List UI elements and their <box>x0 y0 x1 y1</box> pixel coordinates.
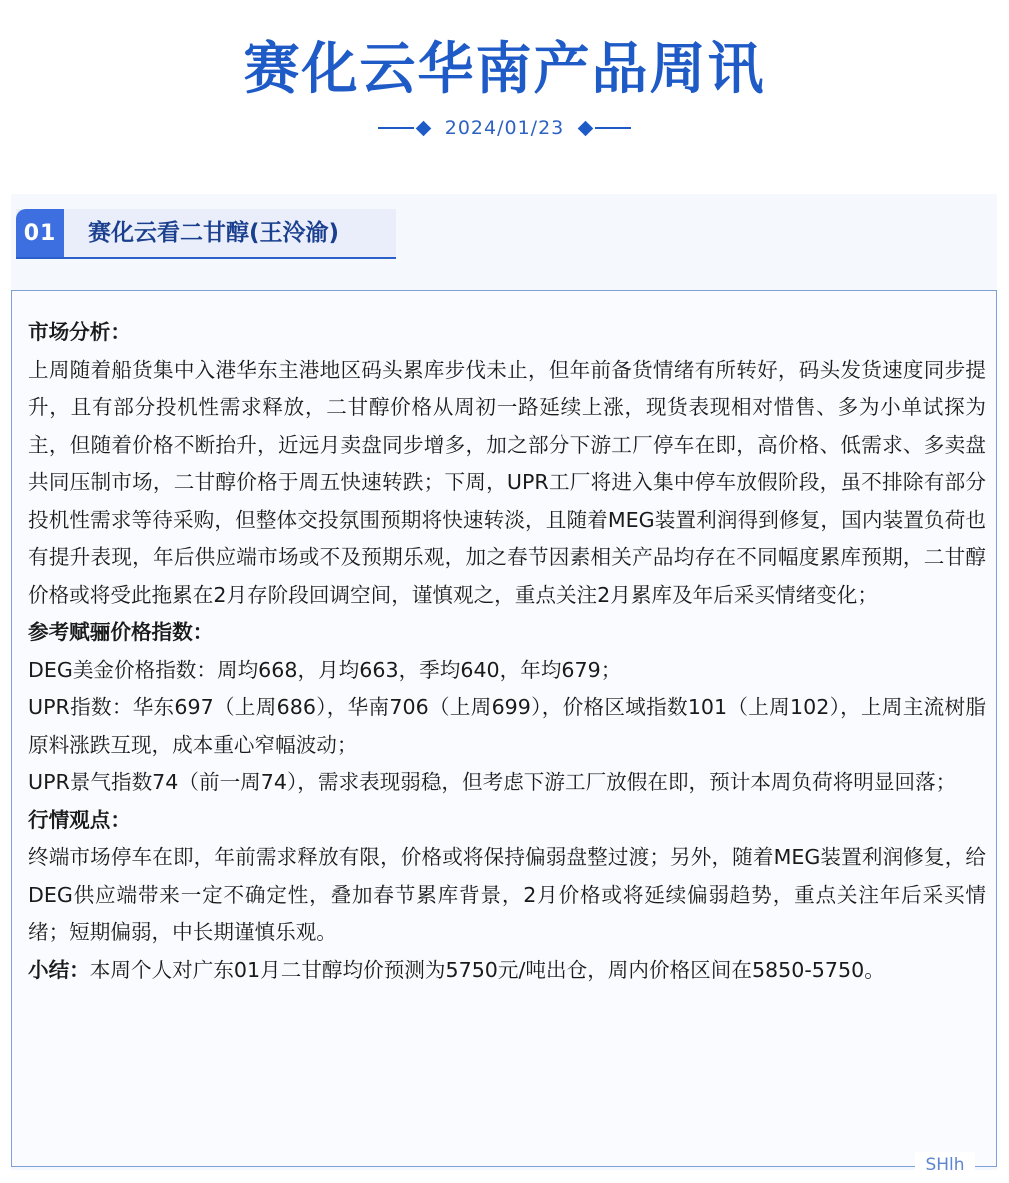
section-title: 赛化云看二甘醇(王泠渝) <box>88 220 340 246</box>
page-title: 赛化云华南产品周讯 <box>243 37 766 102</box>
deg-index-text: DEG美金价格指数：周均668，月均663，季均640，年均679； <box>28 657 622 682</box>
section-header <box>16 209 396 259</box>
market-view-heading: 行情观点： <box>28 807 131 832</box>
summary-label: 小结： <box>28 957 90 982</box>
date-row <box>0 114 1009 142</box>
section-number-badge: 01 <box>16 209 64 257</box>
diamond-icon <box>578 120 594 136</box>
watermark-logo: SHlh <box>915 1152 975 1178</box>
publish-date: 2024/01/23 <box>444 117 565 139</box>
diamond-icon <box>415 120 431 136</box>
market-analysis-text: 上周随着船货集中入港华东主港地区码头累库步伐未止，但年前备货情绪有所转好，码头发货速度同步提升，且有部分投机性需求释放，二甘醇价格从周初一路延续上涨，现货表现相对惜售、多为小单试探为主，但随着价格不断抬升，近远月卖盘同步增多，加之部分下游工厂停车在即，高价格、低需求、多卖盘共同压制市场，二甘醇价格于周五快速转跌；下周，UPR工厂将进入集中停车放假阶段，虽不排除有部分投机性需求等待采购，但整体交投氛围预期将快速转淡，且随着MEG装置利润得到修复，国内装置负荷也有提升表现，年后供应端市场或不及预期乐观，加之春节因素相关产品均存在不同幅度累库预期，二甘醇价格或将受此拖累在2月存阶段回调空间，谨慎观之，重点关注2月累库及年后采买情绪变化； <box>28 357 986 607</box>
market-view-text: 终端市场停车在即，年前需求释放有限，价格或将保持偏弱盘整过渡；另外，随着MEG装置利润修复，给DEG供应端带来一定不确定性，叠加春节累库背景，2月价格或将延续偏弱趋势，重点关注年后采买情绪；短期偏弱，中长期谨慎乐观。 <box>28 845 986 944</box>
summary-paragraph <box>28 952 986 990</box>
market-analysis-heading: 市场分析： <box>28 320 131 344</box>
article-content <box>28 314 986 989</box>
upr-index-text: UPR指数：华东697（上周686），华南706（上周699），价格区域指数101（上周102），上周主流树脂原料涨跌互现，成本重心窄幅波动； <box>28 695 986 757</box>
summary-text: 本周个人对广东01月二甘醇均价预测为5750元/吨出仓，周内价格区间在5850-5750。 <box>89 957 885 982</box>
price-index-heading: 参考赋骊价格指数： <box>28 620 214 644</box>
upr-climate-text: UPR景气指数74（前一周74），需求表现弱稳，但考虑下游工厂放假在即，预计本周负荷将明显回落； <box>28 770 957 794</box>
date-line-right <box>595 127 631 129</box>
date-line-left <box>378 127 414 129</box>
